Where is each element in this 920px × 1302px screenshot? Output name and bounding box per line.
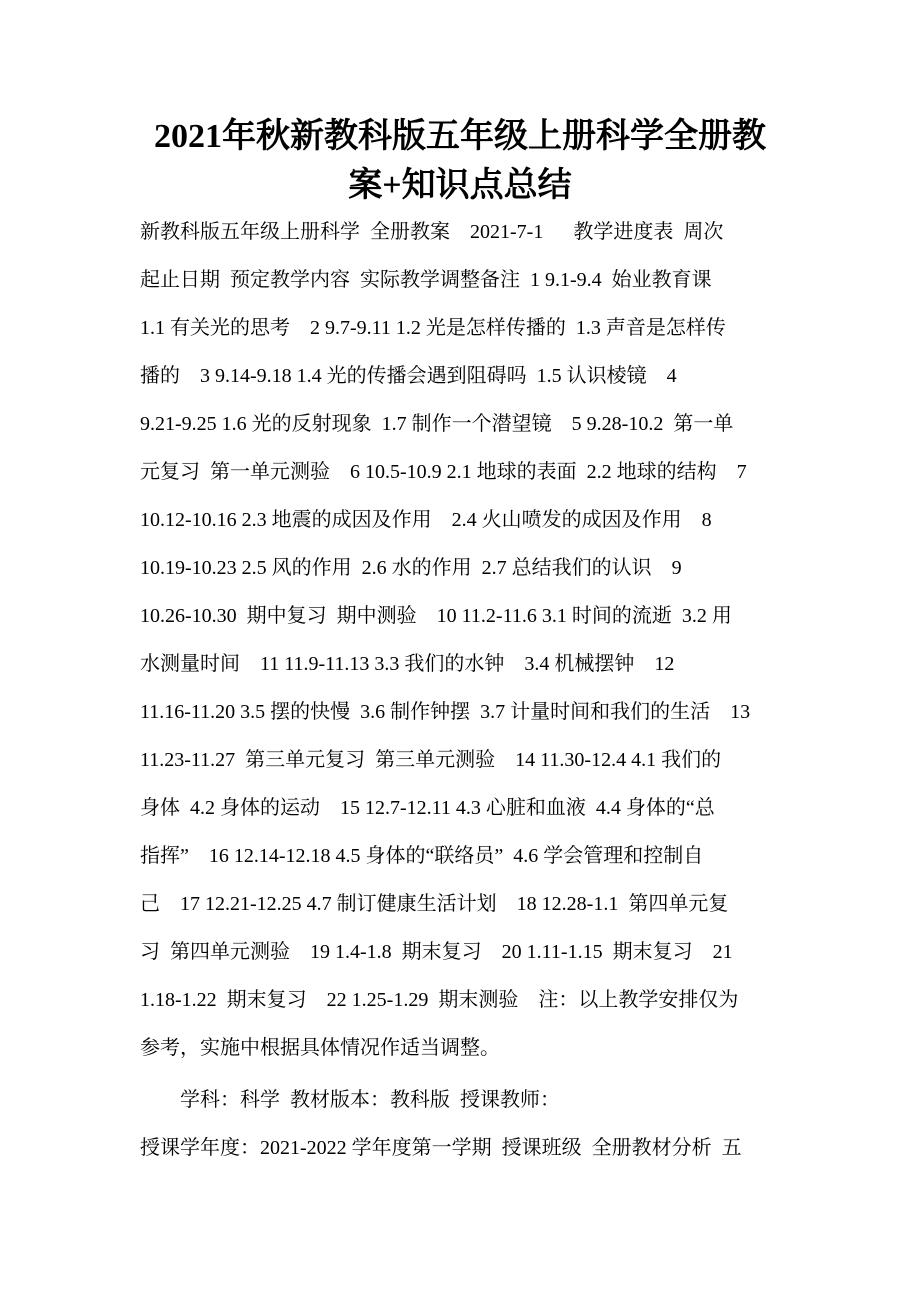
body-line: 9.21-9.25 1.6 光的反射现象 1.7 制作一个潜望镜 5 9.28-10.2 第一单 xyxy=(140,413,734,435)
body-line: 10.26-10.30 期中复习 期中测验 10 11.2-11.6 3.1 时间的流逝 3.2 用 xyxy=(140,605,732,627)
body-line: 学科：科学 教材版本：教科版 授课教师： xyxy=(180,1089,560,1111)
document-title xyxy=(120,112,800,210)
body-line: 起止日期 预定教学内容 实际教学调整备注 1 9.1-9.4 始业教育课 xyxy=(140,269,712,291)
body-line: 10.19-10.23 2.5 风的作用 2.6 水的作用 2.7 总结我们的认识 9 xyxy=(140,557,682,579)
body-line: 元复习 第一单元测验 6 10.5-10.9 2.1 地球的表面 2.2 地球的结构 7 xyxy=(140,461,747,483)
body-line: 11.16-11.20 3.5 摆的快慢 3.6 制作钟摆 3.7 计量时间和我们的生活 13 xyxy=(140,701,751,723)
document-title-line-1: 2021年秋新教科版五年级上册科学全册教 xyxy=(154,118,766,155)
body-line: 己 17 12.21-12.25 4.7 制订健康生活计划 18 12.28-1.1 第四单元复 xyxy=(140,893,729,915)
body-line: 授课学年度：2021-2022 学年度第一学期 授课班级 全册教材分析 五 xyxy=(140,1137,742,1159)
body-line: 新教科版五年级上册科学 全册教案 2021-7-1 教学进度表 周次 xyxy=(140,221,724,243)
body-line: 1.1 有关光的思考 2 9.7-9.11 1.2 光是怎样传播的 1.3 声音是怎样传 xyxy=(140,317,726,339)
body-line: 参考，实施中根据具体情况作适当调整。 xyxy=(140,1037,500,1059)
body-line: 播的 3 9.14-9.18 1.4 光的传播会遇到阻碍吗 1.5 认识棱镜 4 xyxy=(140,365,677,387)
document-title-line-2: 案+知识点总结 xyxy=(348,167,572,204)
body-line: 身体 4.2 身体的运动 15 12.7-12.11 4.3 心脏和血液 4.4 身体的“总 xyxy=(140,797,715,819)
body-line: 指挥” 16 12.14-12.18 4.5 身体的“联络员” 4.6 学会管理和控制自 xyxy=(140,845,704,867)
body-line: 水测量时间 11 11.9-11.13 3.3 我们的水钟 3.4 机械摆钟 12 xyxy=(140,653,675,675)
body-line: 1.18-1.22 期末复习 22 1.25-1.29 期末测验 注：以上教学安排仅为 xyxy=(140,989,739,1011)
body-line: 习 第四单元测验 19 1.4-1.8 期末复习 20 1.11-1.15 期末复习 21 xyxy=(140,941,733,963)
body-line: 10.12-10.16 2.3 地震的成因及作用 2.4 火山喷发的成因及作用 8 xyxy=(140,509,712,531)
body-line: 11.23-11.27 第三单元复习 第三单元测验 14 11.30-12.4 4.1 我们的 xyxy=(140,749,722,771)
